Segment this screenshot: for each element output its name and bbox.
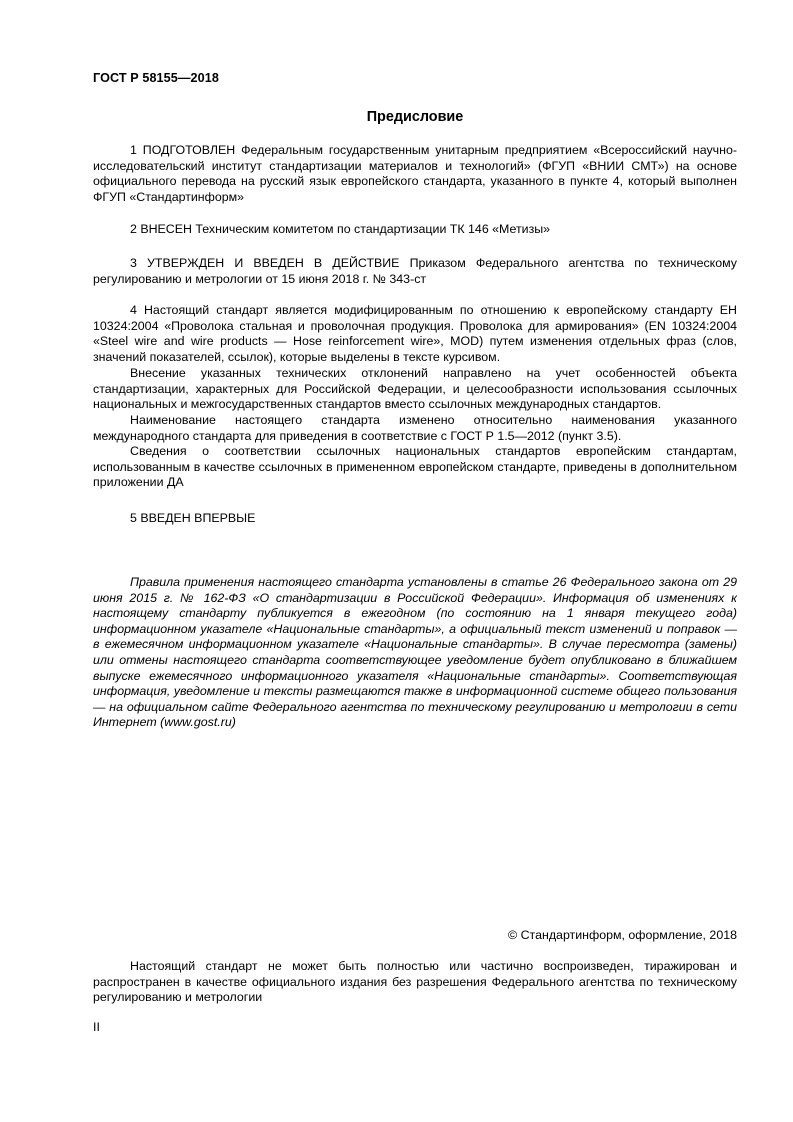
- foreword-item-4-deviations: Внесение указанных технических отклонений направлено на учет особенностей объекта стандартизации, характерных для Российской Федерации, и целесообразности использования ссылочных национальных и межгосударственных стандартов вместо ссылочных международных стандартов.: [93, 366, 737, 412]
- foreword-item-1: 1 ПОДГОТОВЛЕН Федеральным государственным унитарным предприятием «Всероссийский научно-исследовательский институт стандартизации материалов и технологий» (ФГУП «ВНИИ СМТ») на основе официального перевода на русский язык европейского стандарта, указанного в пункте 4, который выполнен ФГУП «Стандартинформ»: [93, 143, 737, 204]
- copyright-notice: © Стандартинформ, оформление, 2018: [508, 928, 737, 942]
- reproduction-notice: Настоящий стандарт не может быть полностью или частично воспроизведен, тиражирован и распространен в качестве официального издания без разрешения Федерального агентства по техническому регулированию и метрологии: [93, 959, 737, 1005]
- page-number: II: [93, 1020, 100, 1034]
- foreword-item-4-title-change: Наименование настоящего стандарта изменено относительно наименования указанного международного стандарта для приведения в соответствие с ГОСТ Р 1.5—2012 (пункт 3.5).: [93, 413, 737, 443]
- foreword-item-4: 4 Настоящий стандарт является модифицированным по отношению к европейскому стандарту ЕН 10324:2004 «Проволока стальная и проволочная продукция. Проволока для армирования» (EN 10324:2004 «Steel wire and wire products — Hose reinforcement wire», MOD) путем изменения отдельных фраз (слов, значений показателей, ссылок), которые выделены в тексте курсивом.: [93, 303, 737, 364]
- page-title: Предисловие: [366, 109, 464, 125]
- foreword-item-3: 3 УТВЕРЖДЕН И ВВЕДЕН В ДЕЙСТВИЕ Приказом Федерального агентства по техническому регулированию и метрологии от 15 июня 2018 г. № 343-ст: [93, 256, 737, 286]
- foreword-item-5: 5 ВВЕДЕН ВПЕРВЫЕ: [130, 511, 256, 525]
- foreword-item-4-references: Сведения о соответствии ссылочных национальных стандартов европейским стандартам, использованным в качестве ссылочных в примененном европейском стандарте, приведены в дополнительном приложении ДА: [93, 444, 737, 490]
- standard-code: ГОСТ Р 58155—2018: [93, 71, 219, 85]
- foreword-item-2: 2 ВНЕСЕН Техническим комитетом по стандартизации ТК 146 «Метизы»: [130, 222, 551, 236]
- rules-notice: Правила применения настоящего стандарта установлены в статье 26 Федерального закона от 29 июня 2015 г. № 162-ФЗ «О стандартизации в Российской Федерации». Информация об изменениях к настоящему стандарту публикуется в ежегодном (по состоянию на 1 января текущего года) информационном указателе «Национальные стандарты», а официальный текст изменений и поправок — в ежемесячном информационном указателе «Национальные стандарты». В случае пересмотра (замены) или отмены настоящего стандарта соответствующее уведомление будет опубликовано в ближайшем выпуске ежемесячного информационного указателя «Национальные стандарты». Соответствующая информация, уведомление и тексты размещаются также в информационной системе общего пользования — на официальном сайте Федерального агентства по техническому регулированию и метрологии в сети Интернет (www.gost.ru): [93, 575, 737, 730]
